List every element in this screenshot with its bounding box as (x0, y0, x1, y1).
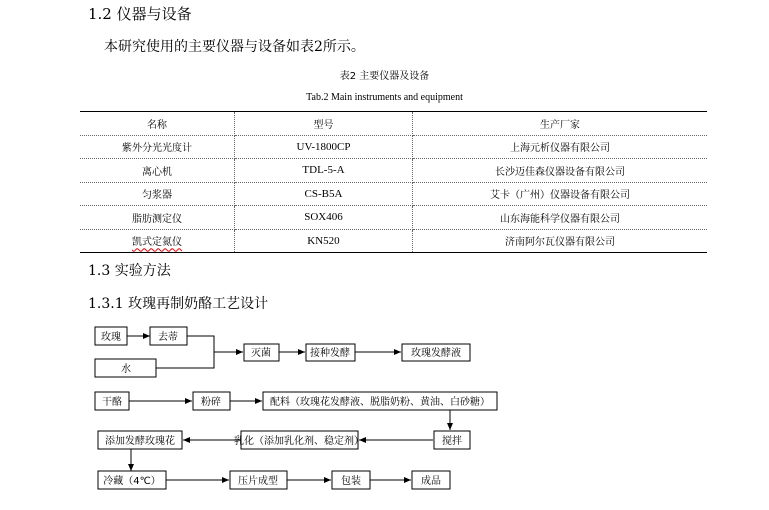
flow-label-sterilize: 灭菌 (251, 348, 271, 359)
flow-label-emulsify: 乳化（添加乳化剂、稳定剂） (234, 436, 364, 447)
flow-label-stir: 搅拌 (442, 436, 462, 447)
flow-label-rose-ferment: 玫瑰发酵液 (411, 348, 461, 359)
cell-model: UV-1800CP (235, 135, 413, 159)
flow-box-press (230, 471, 287, 489)
cell-manufacturer: 长沙迈佳森仪器设备有限公司 (413, 159, 708, 183)
flow-box-rose (95, 327, 127, 345)
flow-box-emulsify (234, 431, 364, 449)
flow-box-add-rose (98, 431, 182, 449)
cell-name: 紫外分光光度计 (80, 135, 235, 159)
flow-label-destem: 去蒂 (158, 332, 178, 343)
flow-box-stir (434, 431, 470, 449)
flow-box-crush (193, 392, 230, 410)
flow-label-ingredients: 配料（玫瑰花发酵液、脱脂奶粉、黄油、白砂糖） (270, 397, 490, 408)
cell-model: SOX406 (235, 206, 413, 230)
cell-manufacturer: 山东海能科学仪器有限公司 (413, 206, 708, 230)
table-caption-cn: 表2 主要仪器及设备 (339, 71, 430, 82)
cell-name-text: 凯式定氮仪 (132, 237, 182, 249)
flow-label-refrigerate: 冷藏（4℃） (103, 476, 161, 487)
flow-box-inoculate (306, 344, 355, 361)
flow-box-sterilize (244, 344, 279, 361)
cell-manufacturer: 上海元析仪器有限公司 (413, 135, 708, 159)
section-heading-1-3: 1.3 实验方法 (88, 263, 171, 279)
flow-box-water (95, 359, 156, 377)
flow-label-press: 压片成型 (238, 476, 278, 487)
cell-model: KN520 (235, 229, 413, 253)
cell-model: TDL-5-A (235, 159, 413, 183)
section-heading-1-2: 1.2 仪器与设备 (88, 5, 192, 23)
flow-label-water: 水 (121, 364, 131, 375)
flow-box-destem (150, 327, 187, 345)
section-heading-1-3-1: 1.3.1 玫瑰再制奶酪工艺设计 (88, 296, 269, 312)
cell-name: 匀浆器 (80, 182, 235, 206)
flow-label-inoculate: 接种发酵 (310, 348, 350, 359)
cell-name: 离心机 (80, 159, 235, 183)
flow-box-ingredients (263, 392, 497, 410)
cell-name: 脂肪测定仪 (80, 206, 235, 230)
flow-box-dry-cheese (95, 392, 129, 410)
flow-label-crush: 粉碎 (201, 397, 221, 408)
flow-label-product: 成品 (421, 476, 441, 487)
flow-label-add-rose: 添加发酵玫瑰花 (105, 436, 175, 447)
flow-box-refrigerate (98, 471, 166, 489)
flow-box-product (412, 471, 450, 489)
cell-manufacturer: 艾卡（广州）仪器设备有限公司 (413, 182, 708, 206)
cell-model: CS-B5A (235, 182, 413, 206)
flow-box-package (332, 471, 370, 489)
flow-label-rose: 玫瑰 (101, 332, 121, 343)
header-model: 型号 (235, 112, 413, 136)
table-caption-en: Tab.2 Main instruments and equipment (306, 92, 463, 103)
flow-label-dry-cheese: 干酪 (102, 397, 122, 408)
flow-label-package: 包装 (341, 476, 361, 487)
flow-box-rose-ferment (402, 344, 470, 361)
header-manufacturer: 生产厂家 (413, 112, 708, 136)
header-name: 名称 (80, 112, 235, 136)
intro-paragraph: 本研究使用的主要仪器与设备如表2所示。 (104, 39, 365, 55)
cell-manufacturer: 济南阿尔瓦仪器有限公司 (413, 229, 708, 253)
